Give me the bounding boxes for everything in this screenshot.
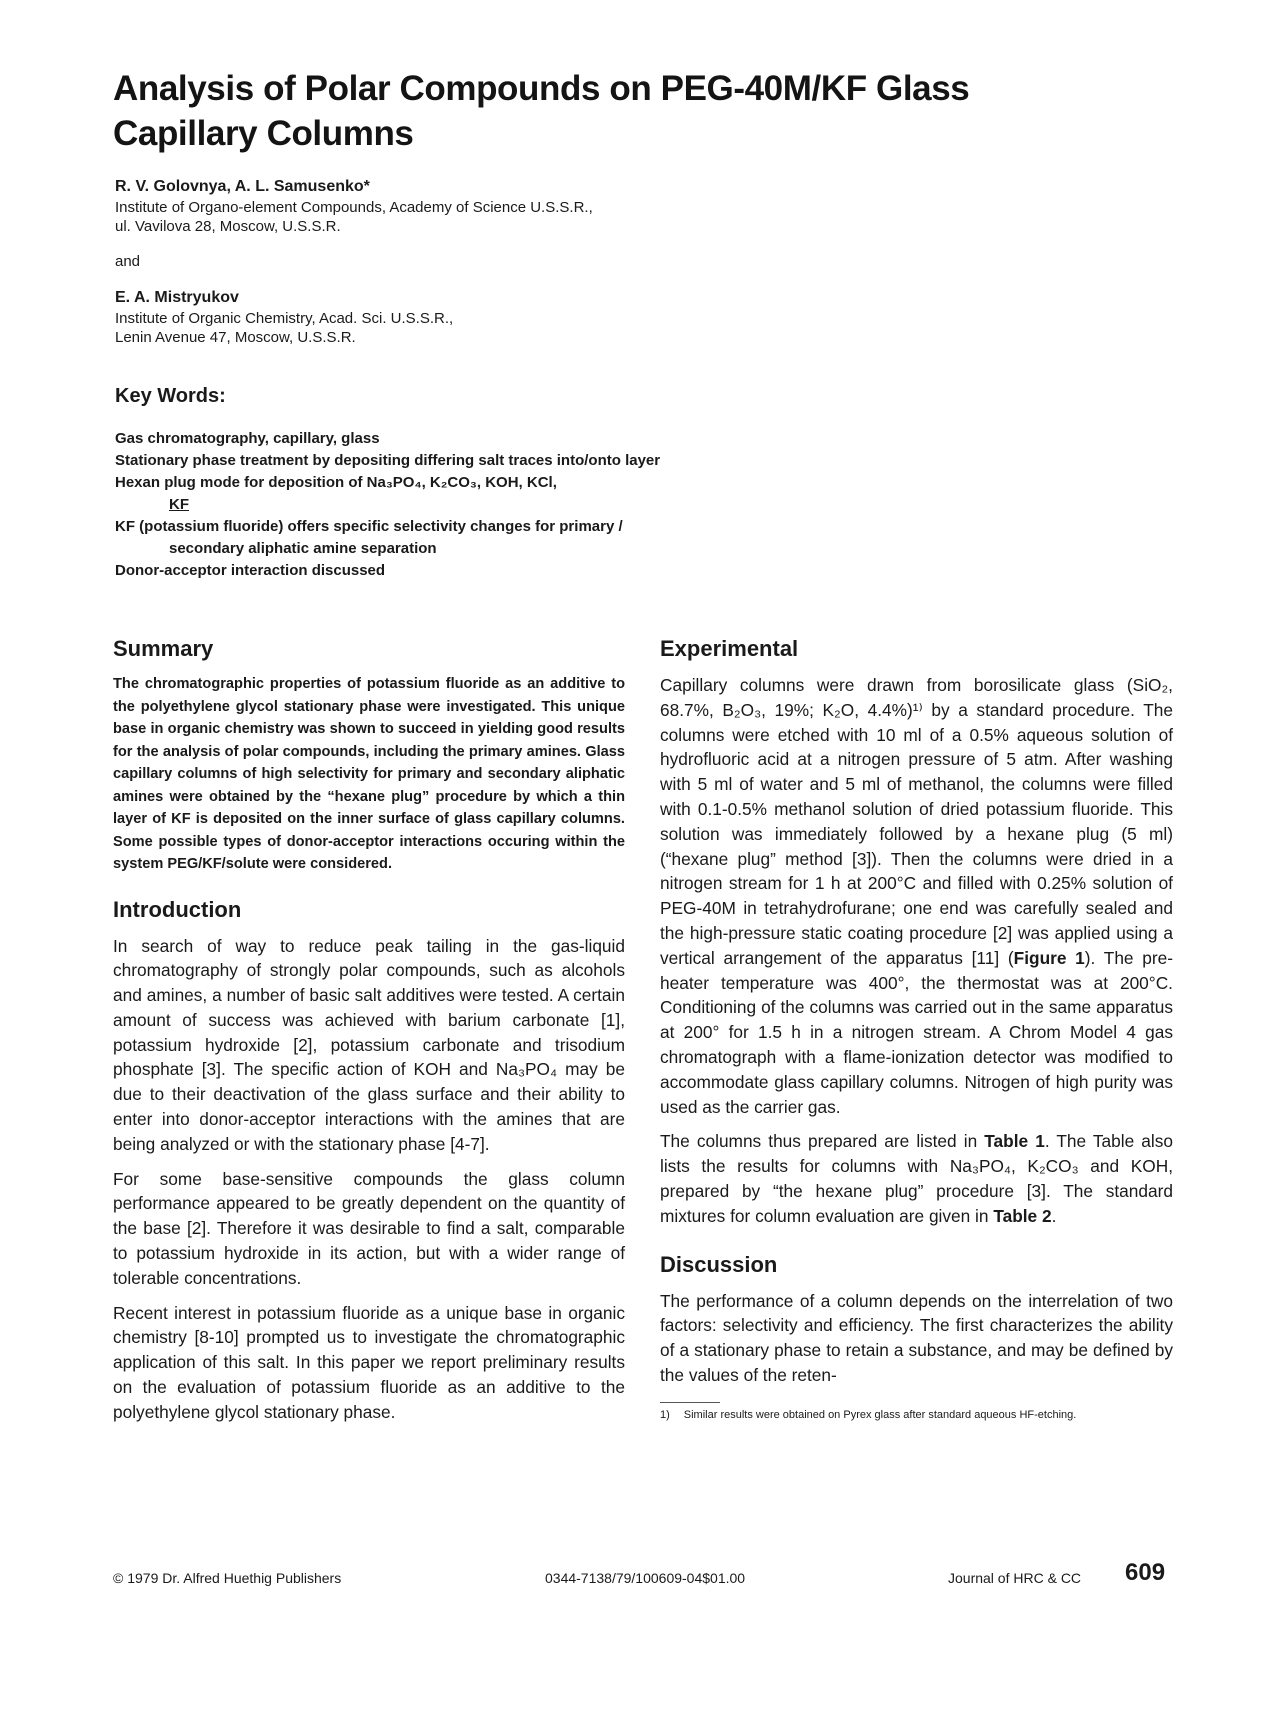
institution-1-line-2: ul. Vavilova 28, Moscow, U.S.S.R.	[115, 218, 341, 235]
summary-heading: Summary	[113, 636, 214, 661]
keyword-item: Stationary phase treatment by depositing differing salt traces into/onto layer	[115, 452, 661, 469]
discussion-heading: Discussion	[660, 1251, 778, 1277]
footer-journal-name: Journal of HRC & CC	[948, 1570, 1082, 1586]
keyword-item: KF (potassium fluoride) offers specific selectivity changes for primary / secondary aliphatic amine separation	[115, 518, 623, 557]
keyword-item: Hexan plug mode for deposition of Na₃PO₄, K₂CO₃, KOH, KCl,	[115, 474, 557, 491]
institution-1-line-1: Institute of Organo-element Compounds, Academy of Science U.S.S.R.,	[115, 199, 593, 216]
institution-2-line-2: Lenin Avenue 47, Moscow, U.S.S.R.	[115, 329, 356, 346]
experimental-paragraph-1: Capillary columns were drawn from borosilicate glass (SiO₂, 68.7%, B₂O₃, 19%; K₂O, 4.4%)¹⁾ by a standard procedure. The columns were etched with 10 ml of a 0.5% aqueous solution of hydrofluoric acid at a nitrogen pressure of 5 atm. After washing with 5 ml of water and 5 ml of methanol, the columns were filled with 0.1-0.5% methanol solution of dried potassium fluoride. This solution was immediately followed by a hexane plug (5 ml) (“hexane plug” method [3]). Then the columns were dried in a nitrogen stream for 1 h at 200°C and filled with 0.25% solution of PEG-40M in tetrahydrofurane; one end was carefully sealed and the high-pressure static coating procedure [2] was applied using a vertical arrangement of the apparatus [11] (Figure 1). The pre-heater temperature was 400°, the thermostat was at 200°C. Conditioning of the columns was carried out in the same apparatus at 200° for 1.5 h in a nitrogen stream. A Chrom Model 4 gas chromatograph with a flame-ionization detector was modified to accommodate glass capillary columns. Nitrogen of high purity was used as the carrier gas.	[660, 675, 1173, 1117]
table-1-reference: Table 1	[984, 1131, 1045, 1152]
footnote-text: Similar results were obtained on Pyrex glass after standard aqueous HF-etching.	[683, 1408, 1077, 1421]
experimental-heading: Experimental	[660, 636, 799, 661]
authors-group-2: E. A. Mistryukov	[115, 289, 239, 306]
summary-text: The chromatographic properties of potassium fluoride as an additive to the polyethylene glycol stationary phase were investigated. This unique base in organic chemistry was shown to succeed in yielding good results for the analysis of polar compounds, including the primary amines. Glass capillary columns of high selectivity for primary and secondary aliphatic amines were obtained by the “hexane plug” procedure by which a thin layer of KF is deposited on the inner surface of glass capillary columns. Some possible types of donor-acceptor interactions occuring within the system PEG/KF/solute were considered.	[113, 676, 625, 872]
experimental-paragraph-2: The columns thus prepared are listed in Table 1. The Table also lists the results for columns with Na₃PO₄, K₂CO₃ and KOH, prepared by “the hexane plug” procedure [3]. The standard mixtures for column evaluation are given in Table 2.	[660, 1131, 1174, 1226]
page-footer	[0, 1559, 1275, 1595]
keyword-item: Gas chromatography, capillary, glass	[115, 430, 380, 447]
table-2-reference: Table 2	[993, 1205, 1052, 1226]
footnote-divider	[660, 1402, 720, 1403]
authors-group-1: R. V. Golovnya, A. L. Samusenko*	[115, 178, 370, 195]
keyword-item	[115, 494, 675, 516]
footnote-mark: 1)	[660, 1408, 670, 1421]
intro-paragraph-2: For some base-sensitive compounds the glass column performance appeared to be greatly dependent on the quantity of the base [2]. Therefore it was desirable to find a salt, comparable to potassium hydroxide in its action, but with a wider range of tolerable concentrations.	[113, 1168, 625, 1288]
introduction-heading: Introduction	[113, 896, 242, 922]
footer-issn-code: 0344-7138/79/100609-04$01.00	[545, 1570, 746, 1586]
left-column	[113, 635, 625, 1435]
and-separator: and	[115, 253, 141, 270]
intro-paragraph-3: Recent interest in potassium fluoride as a unique base in organic chemistry [8-10] prompted us to investigate the chromatographic application of this salt. In this paper we report preliminary results on the evaluation of potassium fluoride as an additive to the polyethylene glycol stationary phase.	[113, 1302, 625, 1422]
figure-1-reference: Figure 1	[1013, 947, 1085, 968]
article-title: Analysis of Polar Compounds on PEG-40M/KF Glass Capillary Columns	[113, 69, 970, 153]
intro-paragraph-1: In search of way to reduce peak tailing in the gas-liquid chromatography of strongly polar compounds, such as alcohols and amines, a number of basic salt additives were tested. A certain amount of success was achieved with barium carbonate [1], potassium hydroxide [2], potassium carbonate and trisodium phosphate [3]. The specific action of KOH and Na₃PO₄ may be due to their deactivation of the glass surface and their ability to enter into donor-acceptor interactions with the amines that are being analyzed or with the stationary phase [4-7].	[113, 935, 625, 1154]
page-number: 609	[1125, 1559, 1166, 1586]
footer-copyright: © 1979 Dr. Alfred Huethig Publishers	[113, 1570, 342, 1586]
keywords-list	[115, 428, 675, 582]
footnote	[660, 1409, 1173, 1422]
keywords-heading: Key Words:	[115, 385, 226, 407]
keyword-item: Donor-acceptor interaction discussed	[115, 562, 386, 579]
right-column	[660, 635, 1173, 1422]
discussion-paragraph-1: The performance of a column depends on the interrelation of two factors: selectivity and efficiency. The first characterizes the ability of a stationary phase to retain a substance, and may be defined by the values of the reten-	[660, 1290, 1173, 1385]
affiliations	[115, 176, 755, 347]
keyword-kf-underlined: KF	[169, 496, 189, 513]
institution-2-line-1: Institute of Organic Chemistry, Acad. Sci. U.S.S.R.,	[115, 310, 454, 327]
